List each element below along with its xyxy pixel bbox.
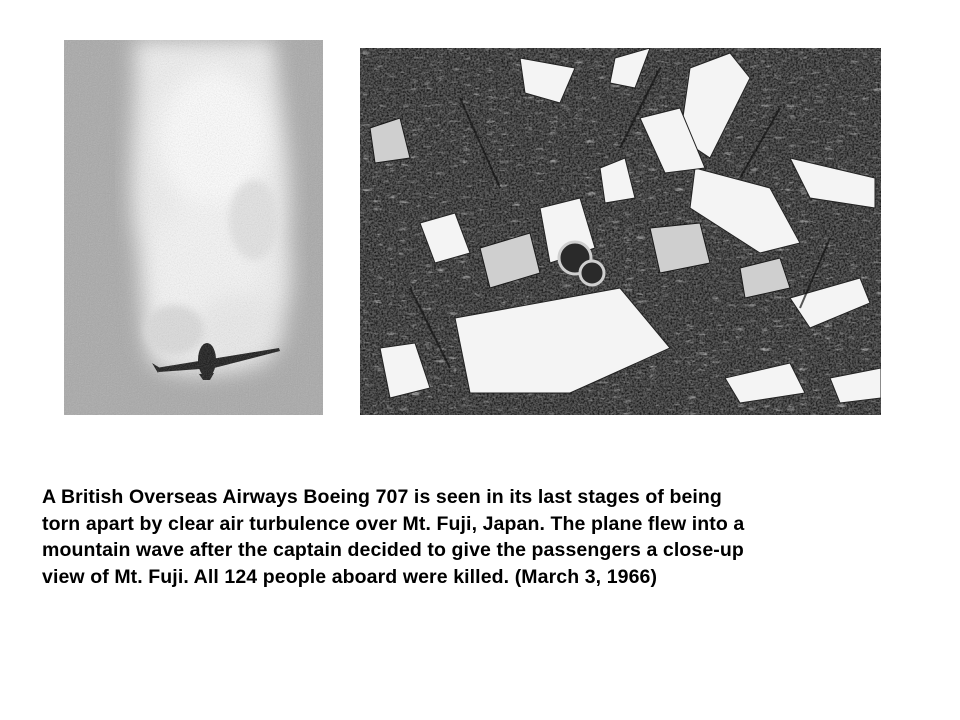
caption-line: torn apart by clear air turbulence over Mt. Fuji, Japan. The plane flew into a [42, 512, 745, 535]
caption-line: A British Overseas Airways Boeing 707 is seen in its last stages of being [42, 486, 722, 508]
caption [42, 484, 922, 590]
caption-line: mountain wave after the captain decided to give the passengers a close-up [42, 539, 744, 561]
caption-line: view of Mt. Fuji. All 124 people aboard were killed. (March 3, 1966) [42, 565, 658, 588]
photo-wreckage [360, 48, 881, 415]
photo-airplane-breakup [64, 40, 323, 415]
